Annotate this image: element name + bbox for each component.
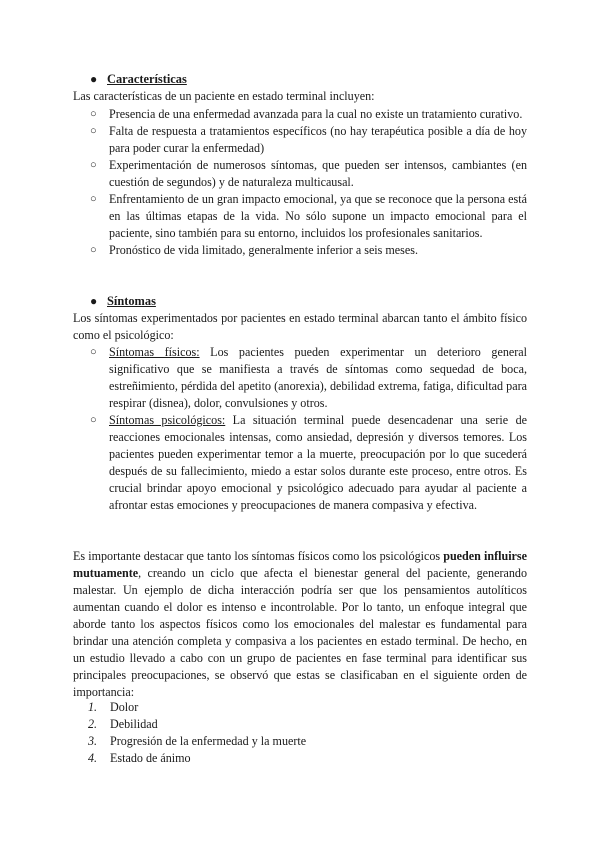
- caracteristicas-list: [90, 106, 527, 259]
- circle-bullet-icon: ○: [90, 244, 97, 256]
- circle-bullet-icon: ○: [90, 414, 97, 426]
- list-item: 3. Progresión de la enfermedad y la muerte: [88, 734, 307, 748]
- section-heading-sintomas: Síntomas: [107, 294, 156, 308]
- list-item: ○ Síntomas psicológicos: La situación terminal puede desencadenar una serie de reacciones emocionales intensas, como ansiedad, depresión y diversos temores. Los pacientes pueden experimentar temor a la muerte, preocupación por lo que sucederá después de su fallecimiento, miedo a estar solos durante este proceso, entre otros. Es crucial brindar apoyo emocional y psicológico adecuado para ayudar al paciente a afrontar estas emociones y preocupaciones de manera compasiva y efectiva.: [90, 413, 527, 512]
- sintomas-list: [90, 344, 527, 514]
- list-item: ○ Presencia de una enfermedad avanzada para la cual no existe un tratamiento curativo.: [90, 107, 523, 121]
- bullet-icon: ●: [90, 294, 98, 308]
- list-item: ○ Experimentación de numerosos síntomas, que pueden ser intensos, cambiantes (en cuestión de segundos) y de naturaleza multicausal.: [90, 158, 527, 189]
- caracteristicas-intro: Las características de un paciente en estado terminal incluyen:: [73, 89, 375, 103]
- circle-bullet-icon: ○: [90, 159, 97, 171]
- list-item: 4. Estado de ánimo: [88, 751, 191, 765]
- circle-bullet-icon: ○: [90, 193, 97, 205]
- section-heading-caracteristicas: Características: [107, 72, 187, 86]
- conclusion-paragraph: Es importante destacar que tanto los síntomas físicos como los psicológicos pueden influirse mutuamente, creando un ciclo que afecta el bienestar general del paciente, generando malestar. Un ejemplo de dicha interacción podría ser que los pensamientos autolíticos aumentan cuando el dolor es intenso e incontrolable. Por lo tanto, un enfoque integral que aborde tanto los aspectos físicos como los emocionales del malestar es fundamental para brindar una atención completa y compasiva a los pacientes en estado terminal. De hecho, en un estudio llevado a cabo con un grupo de pacientes en fase terminal para identificar sus principales preocupaciones, se observó que estas se clasificaban en el siguiente orden de importancia:: [73, 549, 527, 699]
- list-item: 1. Dolor: [88, 700, 139, 714]
- list-item: ○ Pronóstico de vida limitado, generalmente inferior a seis meses.: [90, 243, 418, 257]
- list-item: ○ Falta de respuesta a tratamientos específicos (no hay terapéutica posible a día de hoy para poder curar la enfermedad): [90, 124, 527, 155]
- circle-bullet-icon: ○: [90, 125, 97, 137]
- circle-bullet-icon: ○: [90, 108, 97, 120]
- sintomas-intro: Los síntomas experimentados por pacientes en estado terminal abarcan tanto el ámbito físico como el psicológico:: [73, 311, 527, 342]
- list-item: 2. Debilidad: [88, 717, 158, 731]
- circle-bullet-icon: ○: [90, 346, 97, 358]
- bullet-icon: ●: [90, 72, 98, 86]
- ranking-list: [88, 699, 508, 767]
- list-item: ○ Enfrentamiento de un gran impacto emocional, ya que se reconoce que la persona está en las últimas etapas de la vida. No sólo supone un impacto emocional para el paciente, sino también para su entorno, incluidos los profesionales sanitarios.: [90, 192, 527, 240]
- list-item: ○ Síntomas físicos: Los pacientes pueden experimentar un deterioro general significativo que se manifiesta a través de síntomas como sequedad de boca, estreñimiento, pérdida del apetito (anorexia), debilidad extrema, fatiga, dificultad para respirar (disnea), dolor, convulsiones y otros.: [90, 345, 528, 410]
